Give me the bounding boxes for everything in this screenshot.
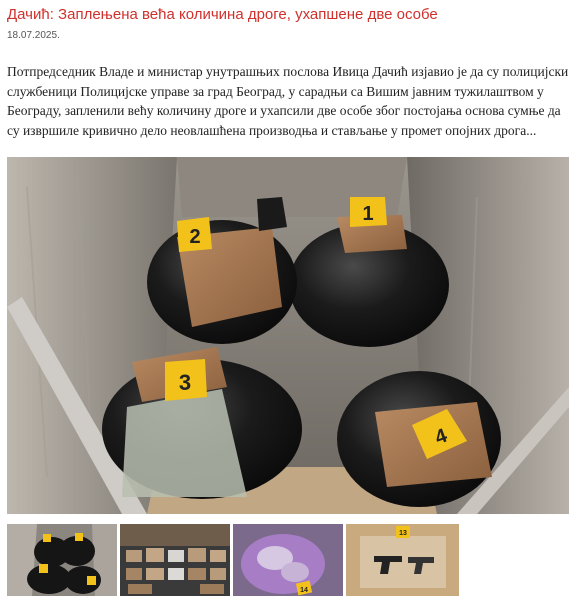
svg-text:4: 4 — [432, 424, 450, 450]
evidence-marker-2 — [177, 217, 212, 252]
thumb-marker-1 — [75, 533, 83, 541]
svg-text:3: 3 — [178, 370, 192, 395]
article-lead: Потпредседник Владе и министар унутрашњих послова Ивица Дачић изјавио је да су полицијски службеници Полицијске управе за град Београд, у сарадњи са Вишим јавним тужилаштвом у Београду, запленили већу количину дроге и ухапсили две особе због постојања основа сумње да су извршиле кривично дело неовлашћена производња и стављање у промет опојних дрога... — [7, 64, 569, 138]
gallery-thumb-1[interactable] — [7, 524, 117, 596]
gallery-thumb-2[interactable] — [120, 524, 230, 596]
thumb-marker-2 — [43, 534, 51, 542]
svg-text:14: 14 — [300, 587, 308, 594]
thumb-marker-3 — [39, 564, 48, 573]
article-title[interactable]: Дачић: Заплењена већа количина дроге, ухапшене две особе — [7, 6, 438, 23]
evidence-marker-3 — [165, 359, 207, 401]
svg-text:13: 13 — [399, 530, 407, 537]
article-date: 18.07.2025. — [7, 30, 60, 41]
gallery-thumb-4[interactable] — [346, 524, 459, 596]
svg-text:1: 1 — [362, 203, 374, 225]
evidence-marker-1 — [350, 197, 387, 227]
thumb-marker-4 — [87, 576, 96, 585]
article — [7, 0, 573, 594]
svg-text:2: 2 — [189, 226, 201, 248]
main-photo-image — [7, 157, 569, 514]
gallery-thumb-3[interactable] — [233, 524, 343, 596]
photo-gallery — [7, 524, 573, 596]
main-photo[interactable] — [7, 157, 569, 514]
